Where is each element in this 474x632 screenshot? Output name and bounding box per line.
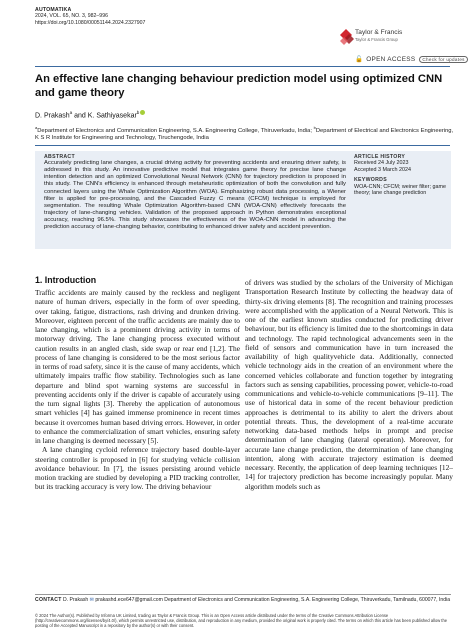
open-lock-icon: 🔓: [355, 56, 364, 63]
keywords-heading: KEYWORDS: [354, 177, 387, 184]
publisher-name: Taylor & Francis: [355, 29, 403, 36]
orcid-icon[interactable]: [140, 110, 145, 115]
body-paragraph: A lane changing cycloid reference trajectory based double-layer steering controller is proposed in [6] for studying vehicle collision avoidance behaviour. In [7], the issues persisting around vehicle motion tracking are studied by developing a PID tracking controller, but its tracking accuracy is very low. The driving behaviour: [35, 445, 240, 492]
body-column-left: [35, 288, 240, 492]
contact-name: D. Prakash: [63, 597, 89, 603]
mail-icon: ✉: [89, 597, 94, 603]
body-paragraph: of drivers was studied by the scholars of the University of Michigan Transportation Research Institute by collecting the headway data of thirty-six driving elements [8]. The recognition and training processes were accomplished with the application of a Neural Network. This is one of the earliest known studies conducted for predicting driver behaviour, but its efficiency is limited due to the shortcomings in data and technology. The rapid technological advancements seen in the field of sensors and communication have in turn increased the availability of high qualityvehicle data. Additionally, connected vehicle technology aids in the creation of an environment where the concerned vehicles collaborate and function together by integrating factors such as sensing capabilities, processing power, vehicle-to-road communications and vehicle-to-vehicle communications [9–11]. The use of historical data in some of the recent behaviour prediction approaches is detrimental to its ability to alert the drivers about potential threats. Thus, the development of a real-time accurate networking data-based methods helps in prompt and precise determination of lane changing (lateral operation). Moreover, for accurate lane change prediction, the determination of lane changing intention, along with accurate trajectory estimation is deemed necessary. Recently, the application of deep learning techniques [12–14] for trajectory prediction has become increasingly popular. Many algorithm models such as: [245, 278, 453, 491]
author-list: [35, 110, 145, 119]
received-date: Received 24 July 2023: [354, 160, 409, 167]
abstract-text: Accurately predicting lane changes, a crucial driving activity for preventing accidents and ensuring driver safety, is addressed in this study. An innovative predictive model that integrates game theory for precise lane change intention detection and an optimized Convolutional Neural Network (CNN) for trajectory prediction is proposed in this study. The CNN's efficiency is enhanced through metaheuristic optimization of both the convolution and fully connected layers using the Whale Optimization Algorithm (WOA). Emphasizing robust data processing, a Wiener filter is applied for pre-processing, and the Cascaded Fuzzy C means (CFCM) technique is employed for segmentation. The resulting Whale Optimization Algorithm-based CNN (WOA-CNN) effectively forecasts the trajectory of lane-changing vehicles. Validation of the proposed approach in Python demonstrates exceptional accuracy, reaching 96.5%. This study showcases the effectiveness of the WOA-CNN model in advancing the prediction accuracy of lane-changing behavior, contributing to enhanced driver safety and accident prevention.: [44, 160, 346, 231]
author-separator: and: [72, 112, 88, 120]
footer-divider: [35, 594, 451, 595]
author-affil-mark: a: [69, 110, 73, 115]
abstract-heading: ABSTRACT: [44, 154, 75, 160]
affiliation-a: Department of Electronics and Communication Engineering, S.A. Engineering College, Thiruverkadu, India;: [37, 127, 312, 134]
journal-issue: 2024, VOL. 65, NO. 3, 982–996: [35, 13, 108, 20]
keywords-list: WOA-CNN; CFCM; weiner filter; game theory; lane change prediction: [354, 183, 446, 197]
accepted-date: Accepted 3 March 2024: [354, 166, 411, 173]
affil-divider: [35, 145, 450, 146]
article-meta: [354, 154, 448, 196]
author-name[interactable]: D. Prakash: [35, 112, 70, 120]
open-access-row: [355, 55, 468, 63]
journal-name: AUTOMATIKA: [35, 7, 72, 13]
article-title: An effective lane changing behaviour prediction model using optimized CNN and game theory: [35, 73, 443, 99]
contact-affiliation: Department of Electronics and Communication Engineering, S.A. Engineering College, Thiruverkadu, Tamilnadu, 600077, India: [164, 597, 451, 603]
author-affil-mark: b: [136, 110, 140, 115]
body-paragraph: Traffic accidents are mainly caused by the reckless and negligent nature of human drivers, especially in the form of over speeding, over taking, fatigue, distractions, rash driving and drunken driving. Moreover, eighteen percent of the traffic accidents are mainly due to lane changing, which is a prominent driving activity in terms of motorway driving. The lane changing process executed without caution results in an angled clash, side swap or rear end [1,2]. The process of lane changing is considered to be the most serious factor in terms of road safety, since it is the cause of many accidents, which ultimately impairs traffic flow stability. Technologies such as lane departure and blind spot warning systems are successful in preventing accidents only if the driver is capable of accurately using the turn signal lights [3]. Thereby the application of autonomous smart vehicles [4] has gained immense prominence in recent times because it overcomes human based driving errors. However, in order to enhance the commercialization of smart vehicles, ensuring safety in lane changing is deemed necessary [5].: [35, 288, 240, 445]
doi-link[interactable]: https://doi.org/10.1080/00051144.2024.2327907: [35, 19, 146, 26]
journal-info: [35, 7, 145, 26]
header-divider: [35, 66, 450, 67]
body-column-right: [245, 278, 453, 491]
contact-email[interactable]: prakashd.ece647@gmail.com: [95, 597, 163, 603]
license-notice: © 2024 The Author(s). Published by Informa UK Limited, trading as Taylor & Francis Group. This is an Open Access article distributed under the terms of the Creative Commons Attribution License (http://creativecommons.org/licenses/by/4.0/), which permits unrestricted use, distribution, and reproduction in any medium, provided the original work is properly cited. The terms on which this article has been published allow the posting of the Accepted Manuscript in a repository by the author(s) or with their consent.: [35, 613, 448, 629]
open-access-label: OPEN ACCESS: [366, 56, 416, 63]
publisher-group: Taylor & Francis Group: [355, 37, 398, 42]
history-heading: ARTICLE HISTORY: [354, 154, 406, 160]
affiliation-b: Department of Electrical and Electronics Engineering, K S R Institute for Engineering and Technology, Tiruchengode, India: [35, 127, 454, 142]
contact-info: [35, 597, 455, 604]
affiliations: $^a$Department of Electronics and Communication Engineering, S.A. Engineering College, Thiruverkadu, India; $^b$Department of Electrical and Electronics Engineering, K S R Institute for Engineering and Technology, Tiruchengode, India: [35, 125, 454, 142]
check-updates-badge[interactable]: Check for updates: [419, 56, 467, 63]
author-name[interactable]: K. Sathiyasekar: [87, 112, 137, 120]
section-heading: 1. Introduction: [35, 275, 97, 285]
contact-label: CONTACT: [35, 597, 62, 603]
